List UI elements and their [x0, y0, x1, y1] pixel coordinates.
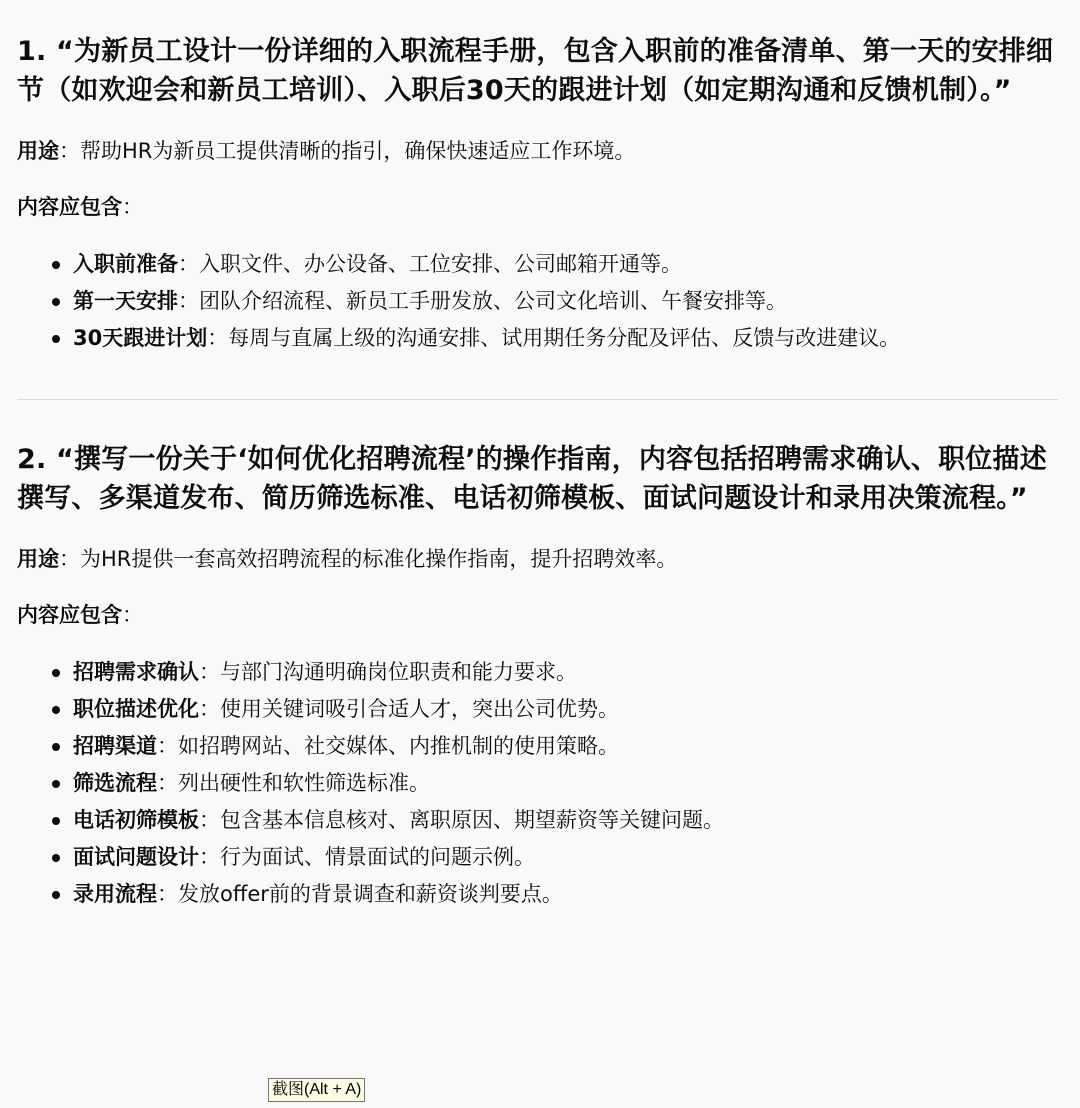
- section-onboarding: [17, 32, 1062, 357]
- item-text: ：使用关键词吸引合适人才，突出公司优势。: [199, 697, 619, 721]
- bullet-icon: [52, 780, 60, 788]
- list-item: [73, 839, 1062, 876]
- usage-paragraph: [17, 134, 1062, 168]
- list-item: [73, 876, 1062, 913]
- contents-label: 内容应包含: [17, 195, 122, 219]
- section-heading: 1. “为新员工设计一份详细的入职流程手册，包含入职前的准备清单、第一天的安排细节（如欢迎会和新员工培训）、入职后30天的跟进计划（如定期沟通和反馈机制）。”: [17, 36, 1054, 106]
- list-item: [73, 802, 1062, 839]
- item-label: 招聘需求确认: [73, 660, 199, 684]
- item-label: 电话初筛模板: [73, 808, 199, 832]
- contents-colon: ：: [122, 603, 143, 627]
- item-label: 面试问题设计: [73, 845, 199, 869]
- list-item: [73, 765, 1062, 802]
- bullet-icon: [52, 261, 60, 269]
- usage-paragraph: [17, 542, 1062, 576]
- contents-label: 内容应包含: [17, 603, 122, 627]
- contents-paragraph: [17, 190, 1062, 224]
- contents-list: [17, 246, 1062, 357]
- usage-text: ：帮助HR为新员工提供清晰的指引，确保快速适应工作环境。: [59, 139, 636, 163]
- bullet-icon: [52, 743, 60, 751]
- item-text: ：入职文件、办公设备、工位安排、公司邮箱开通等。: [178, 252, 682, 276]
- item-text: ：与部门沟通明确岗位职责和能力要求。: [199, 660, 577, 684]
- item-text: ：包含基本信息核对、离职原因、期望薪资等关键问题。: [199, 808, 724, 832]
- list-item: [73, 320, 1062, 357]
- section-divider: [17, 399, 1058, 400]
- item-label: 30天跟进计划: [73, 326, 208, 350]
- bullet-icon: [52, 817, 60, 825]
- item-text: ：列出硬性和软性筛选标准。: [157, 771, 430, 795]
- list-item: [73, 654, 1062, 691]
- list-item: [73, 246, 1062, 283]
- item-text: ：每周与直属上级的沟通安排、试用期任务分配及评估、反馈与改进建议。: [207, 326, 901, 350]
- item-label: 第一天安排: [73, 289, 178, 313]
- item-label: 录用流程: [73, 882, 157, 906]
- item-label: 职位描述优化: [73, 697, 199, 721]
- bullet-icon: [52, 891, 60, 899]
- item-label: 入职前准备: [73, 252, 178, 276]
- contents-paragraph: [17, 598, 1062, 632]
- screenshot-tooltip: 截图(Alt + A): [268, 1078, 365, 1102]
- usage-label: 用途: [17, 547, 59, 571]
- item-label: 筛选流程: [73, 771, 157, 795]
- list-item: [73, 691, 1062, 728]
- bullet-icon: [52, 335, 60, 343]
- usage-label: 用途: [17, 139, 59, 163]
- bullet-icon: [52, 669, 60, 677]
- section-recruiting: [17, 440, 1062, 913]
- item-text: ：如招聘网站、社交媒体、内推机制的使用策略。: [157, 734, 619, 758]
- section-heading: 2. “撰写一份关于‘如何优化招聘流程’的操作指南，内容包括招聘需求确认、职位描述撰写、多渠道发布、简历筛选标准、电话初筛模板、面试问题设计和录用决策流程。”: [17, 444, 1047, 514]
- item-label: 招聘渠道: [73, 734, 157, 758]
- bullet-icon: [52, 298, 60, 306]
- item-text: ：行为面试、情景面试的问题示例。: [199, 845, 535, 869]
- item-text: ：发放offer前的背景调查和薪资谈判要点。: [157, 882, 563, 906]
- list-item: [73, 728, 1062, 765]
- contents-colon: ：: [122, 195, 143, 219]
- bullet-icon: [52, 706, 60, 714]
- usage-text: ：为HR提供一套高效招聘流程的标准化操作指南，提升招聘效率。: [59, 547, 678, 571]
- bullet-icon: [52, 854, 60, 862]
- list-item: [73, 283, 1062, 320]
- contents-list: [17, 654, 1062, 913]
- item-text: ：团队介绍流程、新员工手册发放、公司文化培训、午餐安排等。: [178, 289, 787, 313]
